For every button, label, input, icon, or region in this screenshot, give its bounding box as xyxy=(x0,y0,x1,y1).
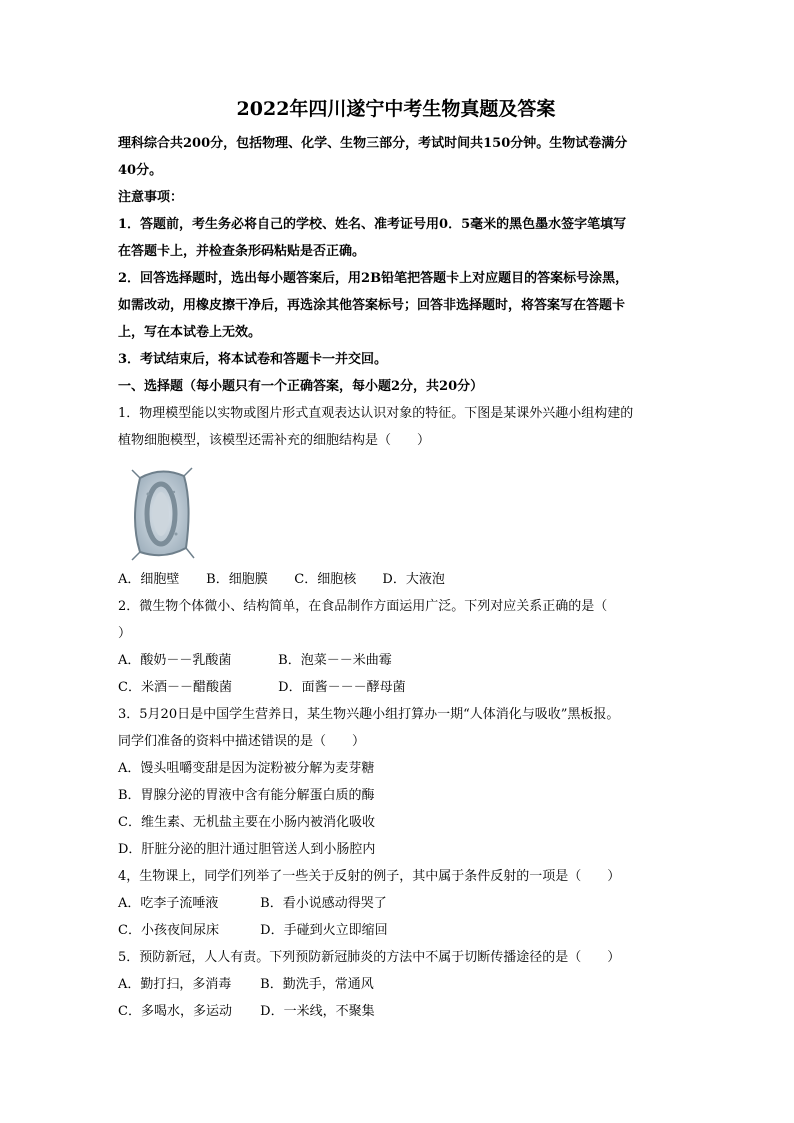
q1-option-a[interactable]: A．细胞壁 xyxy=(118,572,180,587)
q5-option-c[interactable]: C．多喝水，多运动 xyxy=(118,1004,232,1019)
q1-options xyxy=(118,566,674,593)
q5-options-row-2 xyxy=(118,998,674,1025)
note-line-2: 在答题卡上，并检查条形码粘贴是否正确。 xyxy=(118,244,366,259)
q5-option-d[interactable]: D．一米线，不聚集 xyxy=(260,1004,375,1019)
note-line-6: 3．考试结束后，将本试卷和答题卡一并交回。 xyxy=(118,352,388,367)
plant-cell-model-image xyxy=(126,464,196,564)
q2-stem-1: 2．微生物个体微小、结构简单，在食品制作方面运用广泛。下列对应关系正确的是（ xyxy=(118,599,608,614)
intro-line-1: 理科综合共200分，包括物理、化学、生物三部分，考试时间共150分钟。生物试卷满分 xyxy=(118,136,628,151)
q1-stem-2: 植物细胞模型，该模型还需补充的细胞结构是（ ） xyxy=(118,433,431,448)
q2-option-c[interactable]: C．米酒－－醋酸菌 xyxy=(118,680,232,695)
note-line-1: 1．答题前，考生务必将自己的学校、姓名、准考证号用0．5毫米的黑色墨水签字笔填写 xyxy=(118,217,627,232)
note-line-4: 如需改动，用橡皮擦干净后，再选涂其他答案标号；回答非选择题时，将答案写在答题卡 xyxy=(118,298,626,313)
q4-options-row-1 xyxy=(118,890,674,917)
q1-option-b[interactable]: B．细胞膜 xyxy=(206,572,268,587)
q5-option-a[interactable]: A．勤打扫，多消毒 xyxy=(118,977,232,992)
notes-heading: 注意事项： xyxy=(118,190,184,205)
q2-stem-2: ） xyxy=(118,626,132,641)
section-heading: 一、选择题（每小题只有一个正确答案，每小题2分，共20分） xyxy=(118,379,484,394)
exam-page xyxy=(118,96,674,1025)
q2-option-b[interactable]: B．泡菜－－米曲霉 xyxy=(278,653,392,668)
q1-option-d[interactable]: D．大液泡 xyxy=(382,572,445,587)
q2-option-a[interactable]: A．酸奶－－乳酸菌 xyxy=(118,653,232,668)
q3-option-b[interactable]: B．胃腺分泌的胃液中含有能分解蛋白质的酶 xyxy=(118,788,375,803)
intro-line-2: 40分。 xyxy=(118,163,163,178)
q3-option-c[interactable]: C．维生素、无机盐主要在小肠内被消化吸收 xyxy=(118,815,375,830)
q2-options-row-2 xyxy=(118,674,674,701)
q2-option-d[interactable]: D．面酱－－－酵母菌 xyxy=(278,680,406,695)
q4-option-a[interactable]: A．吃李子流唾液 xyxy=(118,896,219,911)
q3-stem-1: 3．5月20日是中国学生营养日，某生物兴趣小组打算办一期“人体消化与吸收”黑板报。 xyxy=(118,707,620,722)
q5-option-b[interactable]: B．勤洗手，常通风 xyxy=(260,977,374,992)
q3-stem-2: 同学们准备的资料中描述错误的是（ ） xyxy=(118,734,366,749)
q3-option-a[interactable]: A．馒头咀嚼变甜是因为淀粉被分解为麦芽糖 xyxy=(118,761,375,776)
q1-option-c[interactable]: C．细胞核 xyxy=(294,572,357,587)
q4-options-row-2 xyxy=(118,917,674,944)
q1-stem-1: 1．物理模型能以实物或图片形式直观表达认识对象的特征。下图是某课外兴趣小组构建的 xyxy=(118,406,634,421)
q4-option-b[interactable]: B．看小说感动得哭了 xyxy=(260,896,387,911)
q5-stem-1: 5．预防新冠，人人有责。下列预防新冠肺炎的方法中不属于切断传播途径的是（ ） xyxy=(118,950,621,965)
note-line-3: 2．回答选择题时，选出每小题答案后，用2B铅笔把答题卡上对应题目的答案标号涂黑， xyxy=(118,271,629,286)
note-line-5: 上，写在本试卷上无效。 xyxy=(118,325,262,340)
q4-stem-1: 4，生物课上，同学们列举了一些关于反射的例子，其中属于条件反射的一项是（ ） xyxy=(118,869,621,884)
q5-options-row-1 xyxy=(118,971,674,998)
page-title: 2022年四川遂宁中考生物真题及答案 xyxy=(236,98,556,120)
q4-option-c[interactable]: C．小孩夜间尿床 xyxy=(118,923,219,938)
plant-cell-model-icon xyxy=(126,464,196,564)
q3-option-d[interactable]: D．肝脏分泌的胆汁通过胆管送人到小肠腔内 xyxy=(118,842,376,857)
q4-option-d[interactable]: D．手碰到火立即缩回 xyxy=(260,923,388,938)
q2-options-row-1 xyxy=(118,647,674,674)
